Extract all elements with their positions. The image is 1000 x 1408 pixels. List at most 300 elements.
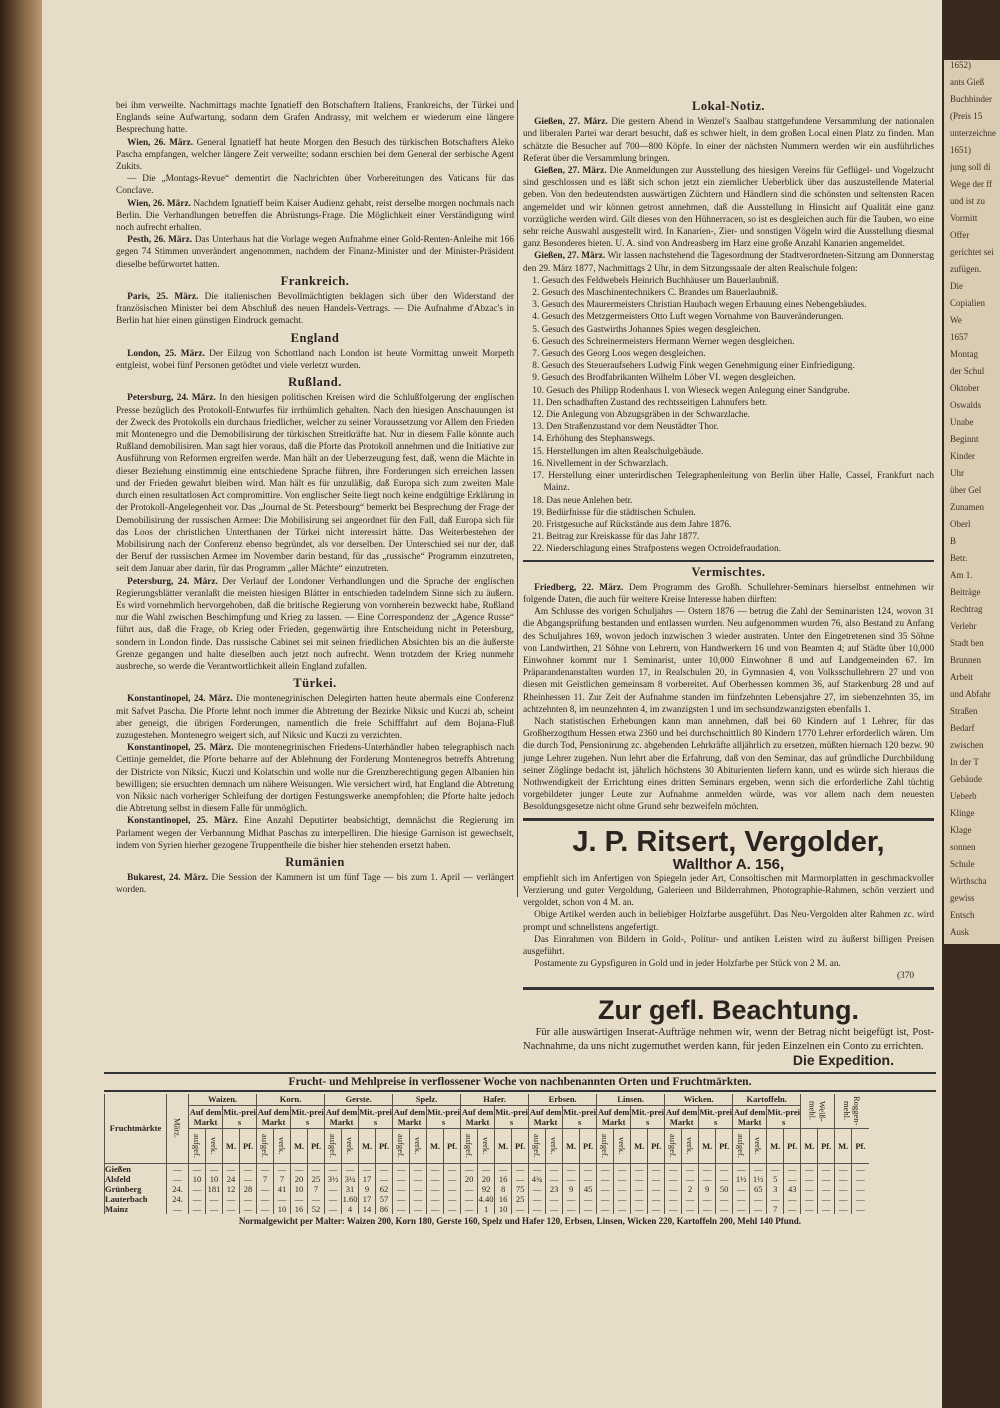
table-cell: — bbox=[665, 1163, 682, 1174]
table-cell: — bbox=[733, 1163, 750, 1174]
table-cell: — bbox=[699, 1163, 716, 1174]
table-cell: — bbox=[648, 1194, 665, 1204]
table-cell: — bbox=[189, 1163, 206, 1174]
fragment-text: Wege der ff bbox=[950, 179, 993, 189]
fragment-text: Entsch bbox=[950, 910, 975, 920]
fragment-text: unterzeichne bbox=[950, 128, 996, 138]
fragment-text: Unabe bbox=[950, 417, 974, 427]
article-text: Nachdem Ignatieff beim Kaiser Audienz gehabt, reist derselbe morgen nochmals nach Berlin. Die Verhandlungen betreffen die Abrüstungs-Frage. Die Möglichkeit einer Verständigung wird noch aufrecht erhalten. bbox=[116, 198, 515, 234]
section-heading-lokal: Lokal-Notiz. bbox=[691, 99, 765, 113]
dateline: Petersburg, 24. März. bbox=[127, 576, 218, 587]
dateline: Friedberg, 22. März. bbox=[534, 582, 624, 593]
table-cell: 1½ bbox=[733, 1174, 750, 1184]
agenda-item: 11. Den schadhaften Zustand des rechtsseitigen Lahnufers betr. bbox=[532, 397, 768, 408]
table-cell: — bbox=[597, 1174, 614, 1184]
table-cell: — bbox=[274, 1194, 291, 1204]
table-cell: — bbox=[784, 1163, 801, 1174]
article-london bbox=[116, 348, 514, 372]
article-pesth bbox=[116, 234, 514, 271]
fragment-text: zwischen bbox=[950, 740, 984, 750]
table-cell: 10 bbox=[291, 1184, 308, 1194]
table-cell: — bbox=[563, 1163, 580, 1174]
table-cell: — bbox=[512, 1174, 529, 1184]
dateline: Konstantinopel, 25. März. bbox=[127, 816, 238, 827]
table-cell: — bbox=[716, 1194, 733, 1204]
table-cell: — bbox=[529, 1204, 546, 1214]
article-text: Der Eilzug von Schottland nach London ist heute Vormittag unweit Morpeth entgleist, wobei fünf Personen getödtet und viele verletzt wurden. bbox=[116, 348, 514, 372]
table-cell: — bbox=[835, 1174, 852, 1184]
table-cell: 4 bbox=[342, 1204, 359, 1214]
section-heading-frankreich: Frankreich. bbox=[280, 273, 350, 288]
table-cell: — bbox=[699, 1194, 716, 1204]
ad-signature: Die Expedition. bbox=[792, 1051, 894, 1068]
agenda-item: 21. Beitrag zur Kreiskasse für das Jahr 1877. bbox=[532, 532, 700, 543]
table-cell: — bbox=[716, 1204, 733, 1214]
article-text: Die italienischen Bevollmächtigten beklagen sich über den Widerstand der französischen Minister bei dem Abschluß des neuen Handels-Vertrags. — Die Aufnahme d'Abzac's in Berlin hat hier einen günstigen Eindruck gemacht. bbox=[116, 292, 514, 327]
table-cell: 5 bbox=[767, 1174, 784, 1184]
subheader: Pf. bbox=[512, 1128, 529, 1163]
table-cell: — bbox=[427, 1184, 444, 1194]
subheader: Pf. bbox=[852, 1128, 869, 1163]
agenda-item: 2. Gesuch des Maschinentechnikers C. Brandes um Bauerlaubniß. bbox=[532, 288, 779, 299]
dateline: Paris, 25. März. bbox=[127, 292, 199, 303]
table-cell: — bbox=[699, 1204, 716, 1214]
ad-number: (370 bbox=[896, 971, 914, 982]
table-cell: 31 bbox=[342, 1184, 359, 1194]
table-cell: — bbox=[410, 1163, 427, 1174]
agenda-item: 7. Gesuch des Georg Loos wegen desgleichen. bbox=[532, 349, 706, 360]
dateline: Gießen, 27. März. bbox=[534, 117, 608, 128]
dateline: Konstantinopel, 25. März. bbox=[127, 743, 234, 754]
agenda-item: 14. Erhöhung des Stephanswegs. bbox=[532, 434, 655, 445]
table-cell: — bbox=[427, 1204, 444, 1214]
agenda-item: 18. Das neue Anlehen betr. bbox=[532, 495, 633, 506]
table-cell: 4¾ bbox=[529, 1174, 546, 1184]
fragment-text: Montag bbox=[950, 349, 978, 359]
table-cell: 10 bbox=[495, 1204, 512, 1214]
table-cell: 1.60 bbox=[342, 1193, 358, 1204]
article-konstantinopel-1 bbox=[116, 693, 514, 742]
grain-header: Gerste. bbox=[325, 1094, 393, 1106]
table-cell: 20 bbox=[291, 1174, 308, 1184]
market-name: Alsfeld bbox=[105, 1174, 167, 1184]
table-cell: — bbox=[665, 1194, 682, 1204]
subheader: Mit.-preis bbox=[291, 1106, 324, 1127]
fragment-text: In der T bbox=[950, 757, 979, 767]
table-cell: — bbox=[563, 1204, 580, 1214]
fragment-text: Oswalds bbox=[950, 400, 981, 410]
fragment-text: Offer bbox=[950, 230, 970, 240]
article-text: In den hiesigen politischen Kreisen wird die Schlußfolgerung der englischen Presse bezüglich des Protokoll-Entwurfes für irrthümlich gehalten. Nach den hiesigen Anschauungen ist der Zweck des Protokolls ein durchaus friedlicher, welcher zu seiner Voraussetzung vor Allem den Frieden mit Montenegro und die Demobilisirung der türkischen Streitkräfte hat. Nur in diesem Falle könnte auch Rußland demobilisiren. Man sagt hier voraus, daß die Pforte das Protokoll annehmen und die Initiative zur Ausführung von Reformen ergreifen werde. Man hält an der Ueberzeugung fest, daß, wenn die Mächte in dieser Beziehung einstimmig eine entschiedene Sprache führen, ihre Forderungen sich erreichen lassen und der Frieden gewahrt bleiben wird. Man hält es für unzuläßig, daß Europa sich zum zweiten Male durch einen resultatlosen Act compromittire. Von englischer Seite liegt noch keine endgültige Erklärung in der Protokoll-Angelegenheit vor. Das „Journal de St. Petersbourg“ bemerkt bei Besprechung der Frage der Demobilisirung der russischen Armee: Die Mobilisirung sei angeordnet für den Fall, daß Europa sich für das Loos der christlichen Unterthanen der Türkei nicht interessirt hätte. Das Weiterbestehen der Mobilisirung nach der Conferenz ebenso begründet, als vor derselben. Der Unterschied sei nur der, daß der Beruf der russischen Armee im November darin bestand, für das „russische“ Programm einzutreten, seit dem Januar aber darin, für das Programm „aller Mächte“ einzutreten. bbox=[116, 393, 515, 575]
article-text: Die montenegrinischen Delegirten hatten heute abermals eine Conferenz mit Safvet Pascha. Die Pforte lehnt noch immer die Abtretung der Bezirke Niksic und Kuczi ab, scheint aber geneigt, die übrigen Forderungen, namentlich die freie Schifffahrt auf dem Bojana-Fluß zuzugestehen. Montenegro weigert sich, auf Niksic und Kuczi zu verzichten. bbox=[116, 694, 515, 741]
fragment-text: 1657 bbox=[950, 332, 968, 342]
divider bbox=[523, 818, 934, 821]
subheader: M. bbox=[767, 1128, 784, 1163]
table-cell: — bbox=[767, 1194, 784, 1204]
article-text: Der Verlauf der Londoner Verhandlungen und die Sprache der englischen Regierungsblätter veranlaßt die meisten hiesigen Blätter in entschieden tadelndem Sinne sich zu äußern. Es wird vornehmlich hervorgehoben, daß die britische Regierung von vornherein bezweckt habe, Rußland nur die Wahl zwischen Beschimpfung und Krieg zu lassen. — Eine Correspondenz der „Agence Russe“ führt aus, daß die Frage, ob Krieg oder Frieden, gegenwärtig ihre Entscheidung nicht in Petersburg, sondern in London finde. Das russische Cabinet sei mit seinen friedlichen Absichten bis an die äußerste Grenze gegangen und halte dieselben auch jetzt noch aufrecht. Wenn trotzdem der Krieg nunmehr ausbreche, so werde die Verantwortlichkeit allein England zufallen. bbox=[116, 576, 515, 672]
subheader: M. bbox=[835, 1128, 852, 1163]
ad-title: Zur gefl. Beachtung. bbox=[597, 994, 859, 1025]
table-cell: — bbox=[444, 1163, 461, 1174]
table-cell: — bbox=[614, 1184, 631, 1194]
table-cell: — bbox=[597, 1204, 614, 1214]
fragment-text: Schule bbox=[950, 859, 975, 869]
table-cell: — bbox=[546, 1194, 563, 1204]
fragment-text: und ist zu bbox=[950, 196, 985, 206]
table-cell: 16 bbox=[291, 1204, 308, 1214]
table-cell: — bbox=[648, 1204, 665, 1214]
table-cell: — bbox=[716, 1174, 733, 1184]
fragment-text: ants Gieß bbox=[950, 77, 985, 87]
subheader: Mit.-preis bbox=[699, 1106, 732, 1127]
table-cell: — bbox=[257, 1204, 274, 1214]
table-cell: — bbox=[308, 1194, 325, 1204]
table-cell: — bbox=[818, 1194, 835, 1204]
price-table-section bbox=[104, 1072, 936, 1226]
article-giessen-2 bbox=[523, 165, 934, 250]
table-cell: — bbox=[189, 1204, 206, 1214]
table-cell: — bbox=[648, 1174, 665, 1184]
table-cell: — bbox=[359, 1163, 376, 1174]
table-cell: — bbox=[648, 1163, 665, 1174]
subheader: Auf dem Markt bbox=[665, 1106, 698, 1127]
article-text: Eine Anzahl Deputirter beabsichtigt, demnächst die Regierung im Parlament wegen der Verbannung Midhat Paschas zu interpelliren. Die hiesige Garnison ist gewechselt, indem von Syrien hierher gezogene Truppentheile die bisher hier stehenden ersetzt haben. bbox=[116, 816, 514, 851]
subheader: Pf. bbox=[308, 1128, 325, 1163]
table-cell: 41 bbox=[274, 1184, 291, 1194]
date-cell: 24. bbox=[167, 1194, 189, 1204]
table-cell: — bbox=[682, 1194, 699, 1204]
table-cell: — bbox=[835, 1163, 852, 1174]
subheader: Mit.-preis bbox=[223, 1106, 256, 1127]
subheader: aufgef. bbox=[665, 1128, 682, 1163]
market-name: Mainz bbox=[105, 1204, 167, 1214]
subheader: Pf. bbox=[648, 1128, 665, 1163]
flour-header: Weiß-mehl. bbox=[801, 1094, 835, 1129]
table-cell: — bbox=[801, 1184, 818, 1194]
subheader: Mit.-preis bbox=[767, 1106, 801, 1127]
column-header: Fruchtmärkte bbox=[105, 1094, 167, 1164]
fragment-text: Zunamen bbox=[950, 502, 984, 512]
subheader: Auf dem Markt bbox=[257, 1106, 290, 1127]
table-cell: — bbox=[852, 1194, 869, 1204]
table-cell: — bbox=[461, 1204, 478, 1214]
table-cell: 7 bbox=[308, 1184, 325, 1194]
agenda-item: 13. Den Straßenzustand vor dem Neustädter Thor. bbox=[532, 422, 719, 433]
table-cell: 52 bbox=[308, 1204, 325, 1214]
table-cell: — bbox=[512, 1204, 529, 1214]
table-cell: — bbox=[614, 1204, 631, 1214]
table-cell: 62 bbox=[376, 1184, 393, 1194]
subheader: aufgef. bbox=[529, 1128, 546, 1163]
table-cell: 7 bbox=[767, 1204, 784, 1214]
table-cell: — bbox=[240, 1204, 257, 1214]
subheader: aufgef. bbox=[257, 1128, 274, 1163]
table-cell: 1 bbox=[478, 1204, 495, 1214]
table-cell: — bbox=[291, 1163, 308, 1174]
table-cell: — bbox=[461, 1184, 478, 1194]
table-cell: — bbox=[189, 1184, 206, 1194]
table-cell: 28 bbox=[240, 1184, 257, 1194]
table-cell: — bbox=[325, 1204, 342, 1214]
fragment-text: Gebäude bbox=[950, 774, 982, 784]
subheader: Pf. bbox=[580, 1128, 597, 1163]
grain-header: Kartoffeln. bbox=[733, 1094, 801, 1106]
dateline: Wien, 26. März. bbox=[127, 137, 194, 148]
section-heading-tuerkei: Türkei. bbox=[293, 676, 337, 691]
table-cell: 92 bbox=[478, 1184, 495, 1194]
grain-header: Waizen. bbox=[189, 1094, 257, 1106]
ad-title: J. P. Ritsert, Vergolder, bbox=[572, 825, 885, 858]
article-konstantinopel-2 bbox=[116, 742, 514, 815]
table-cell: — bbox=[852, 1204, 869, 1214]
table-row bbox=[105, 1184, 937, 1194]
article-text: bei ihm verweilte. Nachmittags machte Ignatieff den Botschaftern Italiens, Frankreichs, der Türkei und Englands seine Aufwartung, sodann dem Grafen Andrassy, mit welchem er wiederum eine längere Besprechung hatte. bbox=[116, 101, 514, 136]
table-cell: 3 bbox=[767, 1184, 784, 1194]
table-cell: — bbox=[682, 1204, 699, 1214]
market-name: Lauterbach bbox=[105, 1194, 167, 1204]
table-cell: — bbox=[750, 1163, 767, 1174]
table-cell: — bbox=[444, 1194, 461, 1204]
table-cell: — bbox=[597, 1163, 614, 1174]
table-cell: — bbox=[563, 1194, 580, 1204]
article-konstantinopel-3 bbox=[116, 815, 514, 852]
fragment-text: Arbeit bbox=[950, 672, 973, 682]
fragment-text: sonnen bbox=[950, 842, 976, 852]
table-cell: — bbox=[631, 1194, 648, 1204]
article-text: Das Unterhaus hat die Vorlage wegen Aufnahme einer Gold-Renten-Anleihe mit 166 gegen 74 Stimmen unverändert angenommen, nachdem der Finanz-Minister und der Minister-Präsident dieselbe befürwortet hatten. bbox=[116, 235, 514, 270]
table-cell: 24 bbox=[223, 1174, 240, 1184]
subheader: M. bbox=[359, 1128, 376, 1163]
table-cell: — bbox=[835, 1204, 852, 1214]
table-cell: 10 bbox=[189, 1174, 206, 1184]
date-cell: — bbox=[167, 1204, 189, 1214]
table-cell: — bbox=[393, 1194, 410, 1204]
table-cell: — bbox=[342, 1163, 359, 1174]
subheader: verk. bbox=[410, 1128, 427, 1163]
subheader: verk. bbox=[750, 1128, 767, 1163]
table-cell: 75 bbox=[512, 1184, 529, 1194]
page-content bbox=[104, 0, 936, 1246]
article-friedberg bbox=[523, 582, 934, 606]
table-cell: — bbox=[784, 1194, 801, 1204]
subheader: Mit.-preis bbox=[427, 1106, 460, 1127]
section-heading-russland: Rußland. bbox=[288, 375, 342, 390]
article-giessen-3 bbox=[523, 250, 934, 274]
table-cell: — bbox=[257, 1194, 274, 1204]
table-cell: — bbox=[699, 1174, 716, 1184]
table-cell: 25 bbox=[512, 1194, 529, 1204]
table-cell: 9 bbox=[563, 1184, 580, 1194]
fragment-text: Uhr bbox=[950, 468, 964, 478]
table-cell: — bbox=[529, 1163, 546, 1174]
table-cell: — bbox=[223, 1204, 240, 1214]
table-cell: — bbox=[240, 1174, 257, 1184]
article-text: — Die „Montags-Revue“ dementirt die Nachrichten über Vorbereitungen des Vaticans für das Conclave. bbox=[116, 174, 514, 197]
table-cell: — bbox=[376, 1163, 393, 1174]
ad-text: Das Einrahmen von Bildern in Gold-, Politur- und antiken Leisten wird zu äußerst billigen Preisen ausgeführt. bbox=[523, 934, 934, 957]
table-cell: 16 bbox=[495, 1174, 512, 1184]
table-cell: — bbox=[529, 1184, 546, 1194]
table-cell: — bbox=[767, 1163, 784, 1174]
table-cell: — bbox=[325, 1184, 342, 1194]
table-cell: 9 bbox=[359, 1184, 376, 1194]
table-cell: — bbox=[274, 1163, 291, 1174]
market-name: Grünberg bbox=[105, 1184, 167, 1194]
table-cell: — bbox=[750, 1204, 767, 1214]
subheader: verk. bbox=[682, 1128, 699, 1163]
subheader: Pf. bbox=[716, 1128, 733, 1163]
table-cell: 9 bbox=[699, 1184, 716, 1194]
ad-text: Obige Artikel werden auch in beliebiger Holzfarbe ausgeführt. Das Neu-Vergolden alter Rahmen zc. wird prompt und schnellstens angefertigt. bbox=[523, 910, 934, 933]
table-cell: 17 bbox=[359, 1174, 376, 1184]
fragment-text: gerichtet sei bbox=[950, 247, 994, 257]
agenda-item: 5. Gesuch des Gastwirths Johannes Spies wegen desgleichen. bbox=[532, 324, 761, 335]
table-cell: — bbox=[580, 1194, 597, 1204]
section-heading-rumaenien: Rumänien bbox=[285, 854, 345, 869]
table-cell: 10 bbox=[274, 1204, 291, 1214]
subheader: aufgef. bbox=[325, 1128, 342, 1163]
table-cell: — bbox=[682, 1163, 699, 1174]
ad-text: Postamente zu Gypsfiguren in Gold und in jeder Holzfarbe per Stück von 2 M. an. bbox=[534, 959, 841, 970]
table-cell: 3½ bbox=[325, 1174, 342, 1184]
subheader: Auf dem Markt bbox=[529, 1106, 562, 1127]
fragment-text: Wirthscha bbox=[950, 876, 987, 886]
divider bbox=[523, 560, 934, 562]
table-cell: — bbox=[614, 1174, 631, 1184]
fragment-text: Copialien bbox=[950, 298, 985, 308]
table-cell: — bbox=[410, 1184, 427, 1194]
section-heading-vermischtes: Vermischtes. bbox=[691, 564, 766, 579]
fragment-text: Am 1. bbox=[950, 570, 973, 580]
article-text: Nach statistischen Erhebungen kann man annehmen, daß bei 60 Kindern auf 1 Lehrer, für das Großherzogthum Hessen etwa 2360 und bei durchschnittlich 80 Kindern 1770 Lehrer erforderlich wären. Um die durch Tod, Pensionirung zc. abgehenden Lehrkräfte alljährlich zu ersetzen, müßten hiernach 120 bezw. 90 junge Lehrer zugehen. Nun lehrt aber die Erfahrung, daß von den Seminar, das auf gründliche Durchbildung seiner Zöglinge bedacht ist, jährlich höchstens 30 Abiturienten liefern kann, und es würde sich hieraus die Nothwendigkeit der Errichtung eines dritten Seminars ergeben, wenn sich die erforderliche Zahl tüchtig vorgebildeter junger Leute zur Aufnahme anmelden würde, was vor allem nach dem neuesten Besoldungsgesetze nicht ohne Grund sehr bezweifeln möchten. bbox=[523, 716, 934, 813]
table-cell: — bbox=[801, 1174, 818, 1184]
table-cell: — bbox=[546, 1204, 563, 1214]
table-cell: — bbox=[325, 1163, 342, 1174]
agenda-item: 22. Niederschlagung eines Strafpostens wegen Octroidefraudation. bbox=[532, 544, 781, 555]
subheader: verk. bbox=[478, 1128, 495, 1163]
fragment-text: Klage bbox=[950, 825, 972, 835]
table-cell: 45 bbox=[580, 1184, 597, 1194]
article-paris bbox=[116, 291, 514, 328]
table-cell: — bbox=[529, 1194, 546, 1204]
table-cell: — bbox=[461, 1194, 478, 1204]
subheader: Pf. bbox=[376, 1128, 393, 1163]
table-cell: 43 bbox=[784, 1184, 801, 1194]
article-text: Die montenegrinischen Friedens-Unterhändler haben telegraphisch nach Cettinje gemeldet, die Pforte beharre auf der Ablehnung der Forderung Montenegros betreffs Abtretung der Districte von Niksic, Kuczi und Kolatschin und wolle nur die Grenzberechtigung gegen Albanien hin bewilligen; sie ersuchten demnach um nähere Weisungen. Wie versichert wird, hat England die Abtretung von Niksic nach vorheriger Schleifung der dortigen Festungswerke anempfohlen; die Pforte halte jedoch die Abtretung selbst in diesem Falle für unmöglich. bbox=[116, 743, 514, 815]
table-cell: — bbox=[597, 1184, 614, 1194]
table-cell: — bbox=[308, 1163, 325, 1174]
fragment-text: Beiträge bbox=[950, 587, 981, 597]
table-cell: — bbox=[410, 1174, 427, 1184]
agenda-item: 20. Fristgesuche auf Rückstände aus dem Jahre 1876. bbox=[532, 519, 732, 530]
fragment-text: B bbox=[950, 536, 957, 546]
subheader: verk. bbox=[342, 1128, 359, 1163]
table-cell: 86 bbox=[376, 1204, 393, 1214]
grain-header: Hafer. bbox=[461, 1094, 529, 1106]
subheader: Pf. bbox=[444, 1128, 461, 1163]
subheader: Auf dem Markt bbox=[733, 1106, 766, 1127]
table-cell: — bbox=[733, 1184, 750, 1194]
fragment-text: jung soll di bbox=[950, 162, 991, 172]
table-cell: — bbox=[631, 1174, 648, 1184]
column-header: März. bbox=[167, 1094, 189, 1164]
agenda-item: 4. Gesuch des Metzgermeisters Otto Luft wegen Vornahme von Bauveränderungen. bbox=[532, 312, 844, 323]
table-cell: — bbox=[750, 1194, 767, 1204]
header-row bbox=[105, 1094, 937, 1106]
table-cell: 65 bbox=[750, 1184, 767, 1194]
article-text: Die gestern Abend in Wenzel's Saalbau stattgefundene Versammlung der nationalen und liberalen Partei war derart besucht, daß es schwer hielt, in dem großen Local einen Platz zu finden. Man schätzte die Besucher auf 700—800 Köpfe. In einer der nächsten Nummern werden wir ein ausführliches Referat über die Versammlung bringen. bbox=[523, 117, 934, 164]
table-cell: — bbox=[801, 1194, 818, 1204]
table-cell: — bbox=[393, 1204, 410, 1214]
agenda-item: 19. Bedürfnisse für die städtischen Schulen. bbox=[532, 507, 696, 518]
fragment-text: Bedarf bbox=[950, 723, 975, 733]
article-bukarest bbox=[116, 872, 514, 896]
fragment-text: Kinder bbox=[950, 451, 975, 461]
subheader: M. bbox=[495, 1128, 512, 1163]
table-cell: — bbox=[393, 1184, 410, 1194]
fragment-text: Oktober bbox=[950, 383, 980, 393]
table-cell: — bbox=[206, 1194, 223, 1204]
table-cell: — bbox=[597, 1194, 614, 1204]
table-cell: — bbox=[818, 1204, 835, 1214]
section-heading-england: England bbox=[290, 330, 340, 345]
dateline: Pesth, 26. März. bbox=[127, 235, 193, 246]
ad-text: empfiehlt sich im Anfertigen von Spiegeln jeder Art, Consoltischen mit Marmorplatten in geschmackvoller Verzierung und guter Vergoldung, Galerieen und Bilderrahmen, Photographie-Rahmen, schön verziert und vergoldet, schon von 4 M. an. bbox=[523, 873, 934, 909]
fragment-text: We bbox=[950, 315, 962, 325]
fragment-text: Vormitt bbox=[950, 213, 978, 223]
subheader: Mit.-preis bbox=[631, 1106, 664, 1127]
subheader: M. bbox=[801, 1128, 818, 1163]
article-wien-2 bbox=[116, 198, 514, 235]
table-cell: 20 bbox=[461, 1174, 478, 1184]
grain-header: Wicken. bbox=[665, 1094, 733, 1106]
table-cell: — bbox=[580, 1174, 597, 1184]
table-row bbox=[105, 1204, 937, 1214]
agenda-list bbox=[523, 275, 934, 556]
date-cell: 24. bbox=[167, 1184, 189, 1194]
subheader: aufgef. bbox=[461, 1128, 478, 1163]
table-cell: 50 bbox=[716, 1184, 733, 1194]
table-cell: — bbox=[665, 1184, 682, 1194]
table-cell: 2 bbox=[682, 1184, 699, 1194]
table-cell: — bbox=[495, 1163, 512, 1174]
market-name: Gießen bbox=[105, 1163, 167, 1174]
dateline: London, 25. März. bbox=[127, 348, 205, 359]
table-row bbox=[105, 1163, 937, 1174]
subheader: Auf dem Markt bbox=[393, 1106, 426, 1127]
table-cell: — bbox=[240, 1163, 257, 1174]
table-cell: — bbox=[733, 1194, 750, 1204]
table-cell: — bbox=[835, 1184, 852, 1194]
fragment-text: gewiss bbox=[950, 893, 975, 903]
ad-address: Wallthor A. 156, bbox=[672, 855, 785, 873]
date-cell: — bbox=[167, 1163, 189, 1174]
table-cell: 181 bbox=[206, 1184, 223, 1194]
table-cell: — bbox=[631, 1204, 648, 1214]
table-cell: — bbox=[240, 1194, 257, 1204]
table-cell: 14 bbox=[359, 1204, 376, 1214]
fragment-text: zufügen. bbox=[950, 264, 982, 274]
table-cell: — bbox=[733, 1204, 750, 1214]
book-binding bbox=[0, 0, 42, 1408]
table-cell: — bbox=[580, 1204, 597, 1214]
table-cell: 16 bbox=[495, 1194, 512, 1204]
fragment-text: 1652) bbox=[950, 60, 971, 70]
table-cell: — bbox=[801, 1163, 818, 1174]
subheader: verk. bbox=[274, 1128, 291, 1163]
table-cell: — bbox=[427, 1194, 444, 1204]
table-cell: 23 bbox=[546, 1184, 563, 1194]
